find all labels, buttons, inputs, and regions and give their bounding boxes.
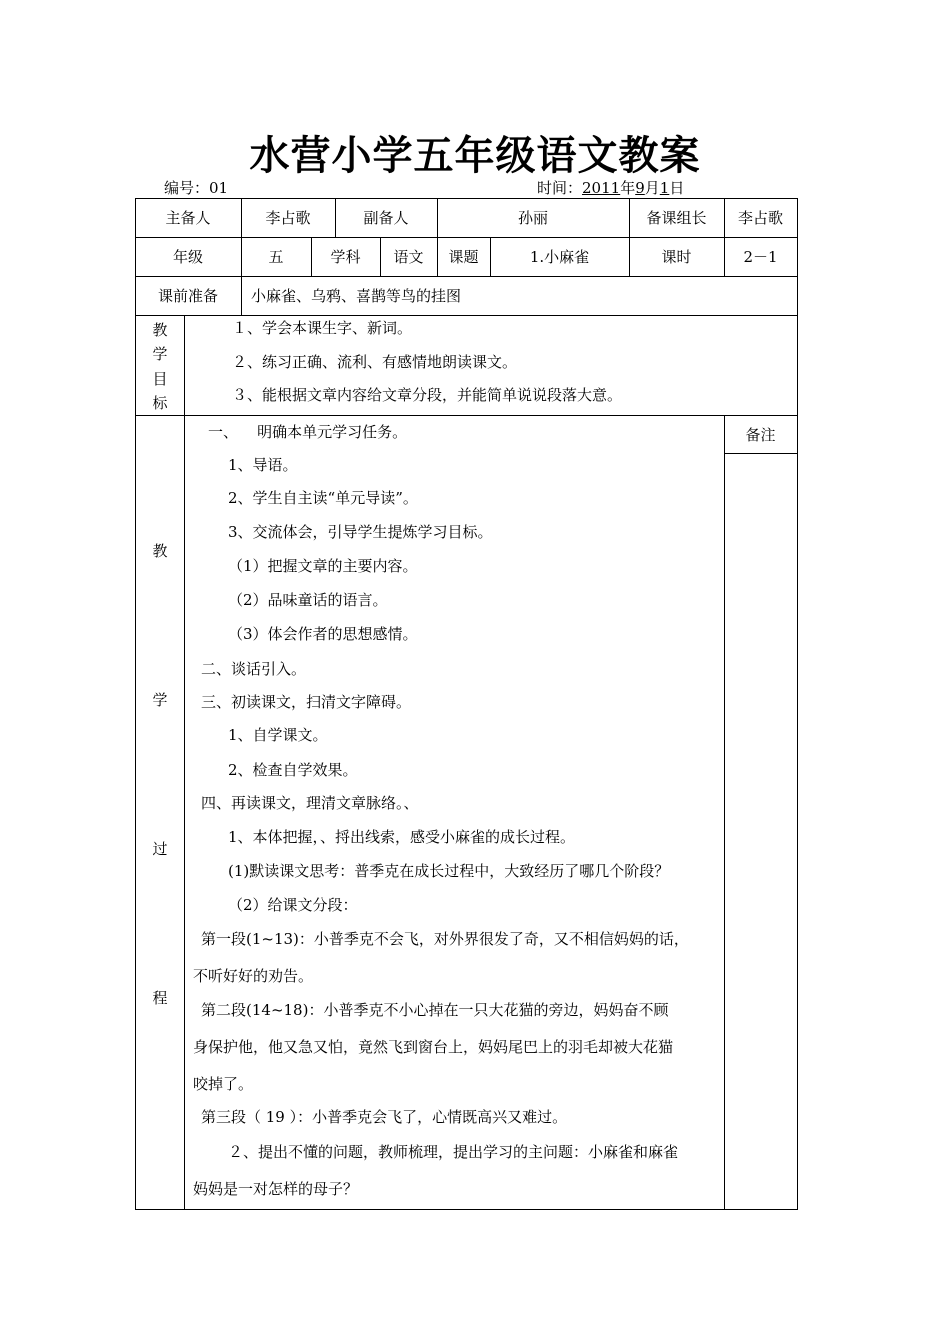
date-month: 9 bbox=[635, 179, 645, 197]
goals-label-char: 目 bbox=[152, 370, 168, 388]
page-title: 水营小学五年级语文教案 bbox=[249, 133, 701, 179]
process-label-char: 过 bbox=[152, 840, 168, 858]
process-line: 不听好好的劝告。 bbox=[193, 967, 314, 985]
date-month-suffix: 月 bbox=[644, 179, 660, 197]
preparation-value: 小麻雀、乌鸦、喜鹊等鸟的挂图 bbox=[251, 287, 462, 305]
date-year: 2011 bbox=[582, 179, 621, 197]
process-line: 妈妈是一对怎样的母子？ bbox=[193, 1180, 359, 1198]
process-line: 一、 明确本单元学习任务。 bbox=[208, 423, 408, 441]
topic-value: 1.小麻雀 bbox=[529, 248, 590, 266]
process-line: 二、谈话引入。 bbox=[201, 660, 307, 678]
grade-label: 年级 bbox=[172, 248, 203, 266]
process-line: 2、学生自主读“单元导读”。 bbox=[228, 489, 418, 507]
notes-label: 备注 bbox=[745, 425, 776, 444]
process-line: 2、检查自学效果。 bbox=[228, 761, 358, 779]
goals-label-char: 学 bbox=[152, 345, 168, 363]
goals-label-char: 标 bbox=[152, 394, 168, 412]
preparation-label: 课前准备 bbox=[157, 287, 218, 305]
lead-teacher-label: 主备人 bbox=[165, 209, 211, 227]
goals-label-char: 教 bbox=[152, 321, 168, 339]
subject-value: 语文 bbox=[393, 248, 424, 266]
process-line: 第二段(14~18)：小普季克不小心掉在一只大花猫的旁边，妈妈奋不顾 bbox=[201, 1001, 669, 1019]
date-day-suffix: 日 bbox=[669, 179, 685, 197]
goal-item: １、学会本课生字、新词。 bbox=[232, 319, 413, 337]
process-line: ２、提出不懂的问题，教师梳理，提出学习的主问题：小麻雀和麻雀 bbox=[228, 1143, 679, 1161]
process-line: 1、导语。 bbox=[228, 456, 298, 474]
lesson-number: 编号：01 bbox=[164, 179, 229, 197]
process-line: （2）品味童话的语言。 bbox=[228, 591, 388, 609]
process-line: 身保护他，他又急又怕，竟然飞到窗台上，妈妈尾巴上的羽毛却被大花猫 bbox=[193, 1038, 674, 1056]
hours-value: 2－1 bbox=[743, 248, 778, 266]
process-line: 3、交流体会，引导学生提炼学习目标。 bbox=[228, 523, 493, 541]
process-label-char: 学 bbox=[152, 691, 168, 709]
process-line: 第一段(1~13)：小普季克不会飞，对外界很发了奇，又不相信妈妈的话， bbox=[201, 930, 689, 948]
process-line: 三、初读课文，扫清文字障碍。 bbox=[201, 693, 412, 711]
process-label-char: 教 bbox=[152, 542, 168, 560]
process-line: 第三段（ 19 ）：小普季克会飞了，心情既高兴又难过。 bbox=[201, 1108, 568, 1126]
process-line: （1）把握文章的主要内容。 bbox=[228, 557, 418, 575]
lead-teacher-value: 李占歌 bbox=[265, 209, 311, 227]
date-day: 1 bbox=[659, 179, 670, 197]
process-label-char: 程 bbox=[152, 989, 168, 1007]
process-line: （3）体会作者的思想感情。 bbox=[228, 625, 418, 643]
process-line: （2）给课文分段： bbox=[228, 896, 358, 914]
lesson-date bbox=[537, 177, 684, 198]
group-leader-label: 备课组长 bbox=[646, 209, 707, 227]
process-line: 咬掉了。 bbox=[193, 1075, 254, 1093]
subject-label: 学科 bbox=[330, 248, 361, 266]
process-line: 四、再读课文，理清文章脉络。、 bbox=[201, 794, 419, 812]
goal-item: ２、练习正确、流利、有感情地朗读课文。 bbox=[232, 353, 518, 371]
deputy-teacher-value: 孙丽 bbox=[517, 209, 548, 227]
process-line: 1、自学课文。 bbox=[228, 726, 328, 744]
process-line: (1)默读课文思考：普季克在成长过程中，大致经历了哪几个阶段？ bbox=[228, 862, 670, 880]
topic-label: 课题 bbox=[448, 248, 479, 266]
group-leader-value: 李占歌 bbox=[737, 209, 783, 227]
date-label: 时间： bbox=[537, 179, 583, 197]
hours-label: 课时 bbox=[661, 248, 692, 266]
goal-item: ３、能根据文章内容给文章分段，并能简单说说段落大意。 bbox=[232, 386, 623, 404]
deputy-teacher-label: 副备人 bbox=[363, 209, 409, 227]
date-year-suffix: 年 bbox=[620, 179, 636, 197]
process-line: 1、本体把握，、捋出线索，感受小麻雀的成长过程。 bbox=[228, 828, 576, 846]
grade-value: 五 bbox=[268, 248, 284, 266]
